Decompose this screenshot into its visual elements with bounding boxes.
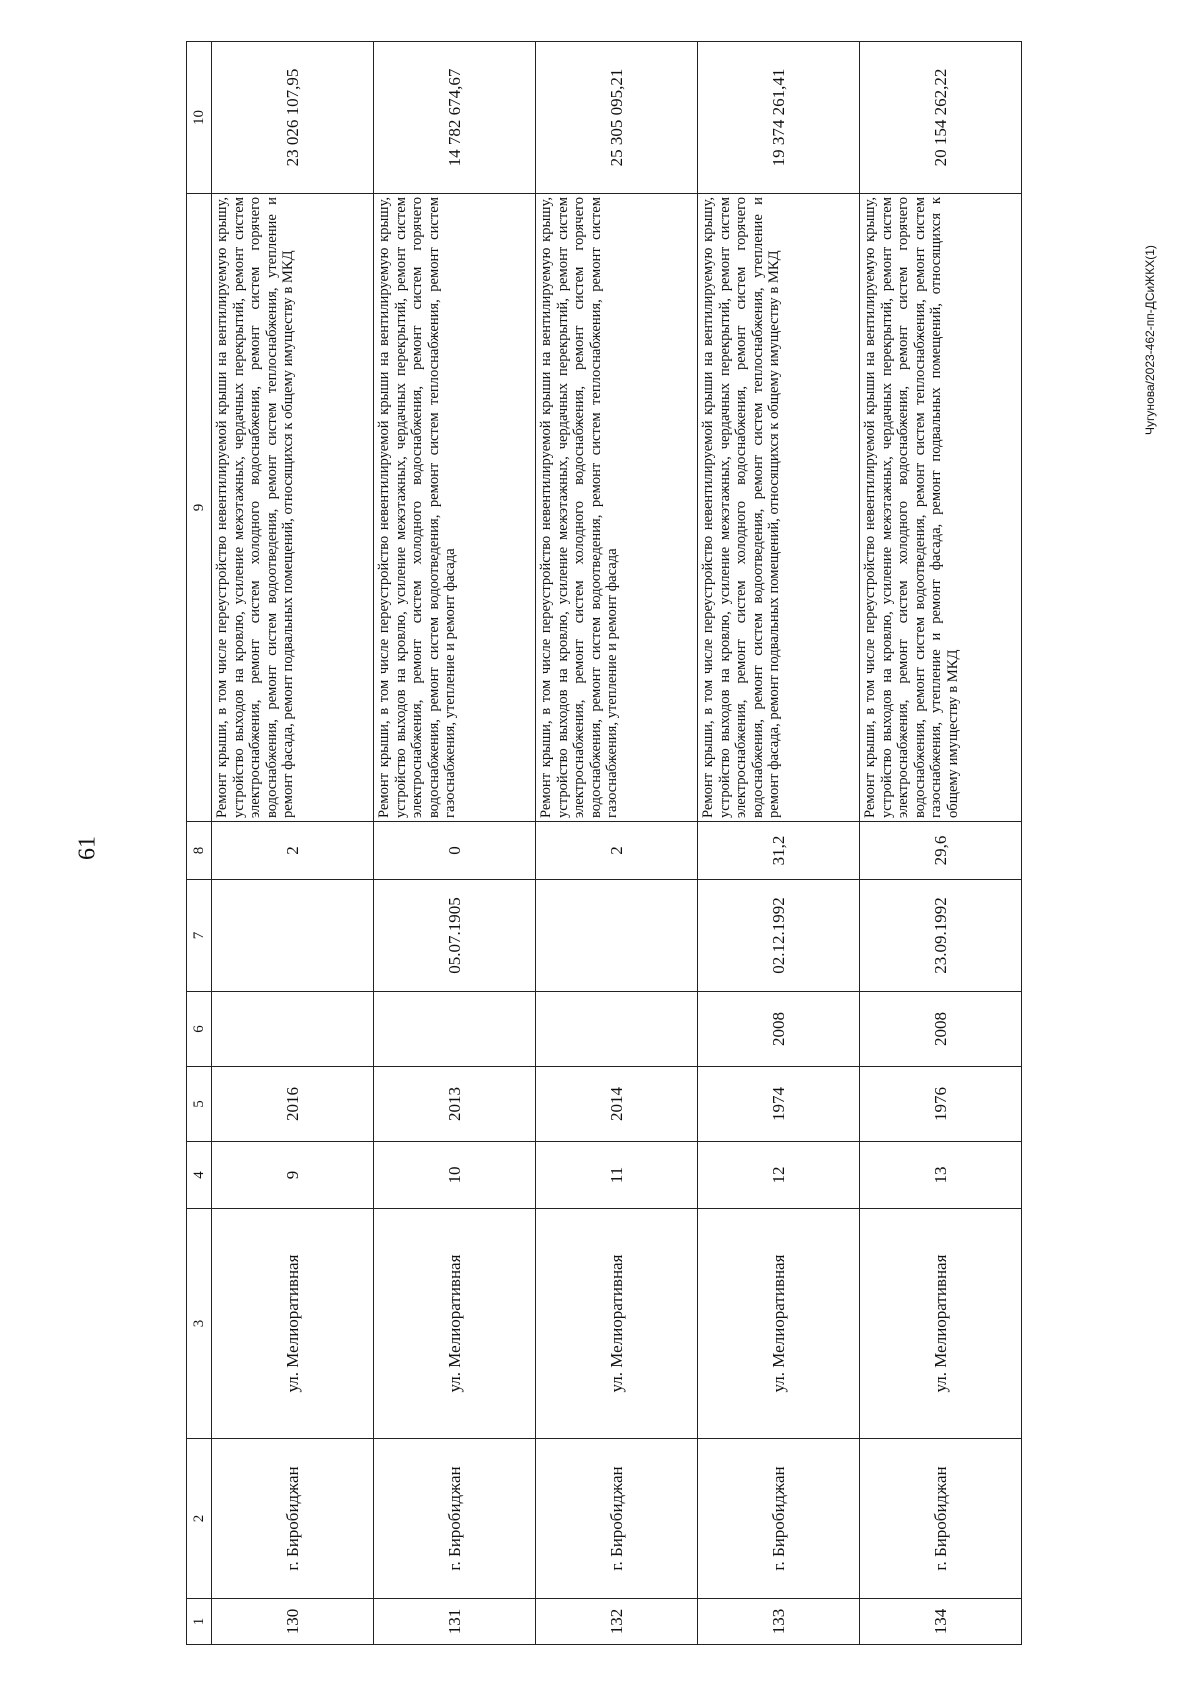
col6-cell bbox=[536, 992, 698, 1067]
column-number: 5 bbox=[187, 1067, 212, 1142]
city-cell: г. Биробиджан bbox=[212, 1439, 374, 1599]
col8-cell: 29,6 bbox=[860, 822, 1022, 880]
date-cell: 02.12.1992 bbox=[698, 880, 860, 992]
col6-cell bbox=[212, 992, 374, 1067]
column-number: 2 bbox=[187, 1439, 212, 1599]
work-description-cell: Ремонт крыши, в том числе переустройство невентилируемой крыши на вентилируемую крышу, устройство выходов на кровлю, усиление межэтажных, чердачных перекрытий, ремонт систем электроснабжения, ремонт систем холодного водоснабжения, ремонт систем горячего водоснабжения, ремонт систем водоотведения, ремонт систем теплоснабжения, ремонт систем газоснабжения, утепление и ремонт фасада, ремонт подвальных помещений, относящихся к общему имуществу в МКД bbox=[860, 194, 1022, 822]
work-description-cell: Ремонт крыши, в том числе переустройство невентилируемой крыши на вентилируемую крышу, устройство выходов на кровлю, усиление межэтажных, чердачных перекрытий, ремонт систем электроснабжения, ремонт систем холодного водоснабжения, ремонт систем горячего водоснабжения, ремонт систем водоотведения, ремонт систем теплоснабжения, утепление и ремонт фасада, ремонт подвальных помещений, относящихся к общему имуществу в МКД bbox=[212, 194, 374, 822]
city-cell: г. Биробиджан bbox=[698, 1439, 860, 1599]
city-cell: г. Биробиджан bbox=[860, 1439, 1022, 1599]
row-number: 131 bbox=[374, 1599, 536, 1645]
work-description-cell: Ремонт крыши, в том числе переустройство невентилируемой крыши на вентилируемую крышу, устройство выходов на кровлю, усиление межэтажных, чердачных перекрытий, ремонт систем электроснабжения, ремонт систем холодного водоснабжения, ремонт систем горячего водоснабжения, ремонт систем водоотведения, ремонт систем теплоснабжения, утепление и ремонт фасада, ремонт подвальных помещений, относящихся к общему имуществу в МКД bbox=[698, 194, 860, 822]
year-cell: 2016 bbox=[212, 1067, 374, 1142]
column-number: 1 bbox=[187, 1599, 212, 1645]
table-row bbox=[860, 42, 1022, 1645]
row-number: 133 bbox=[698, 1599, 860, 1645]
column-number-row bbox=[187, 42, 212, 1645]
column-number: 9 bbox=[187, 194, 212, 822]
street-cell: ул. Мелиоративная bbox=[212, 1209, 374, 1439]
col6-cell: 2008 bbox=[698, 992, 860, 1067]
repair-table bbox=[186, 41, 1022, 1645]
amount-cell: 14 782 674,67 bbox=[374, 42, 536, 194]
date-cell: 05.07.1905 bbox=[374, 880, 536, 992]
street-cell: ул. Мелиоративная bbox=[374, 1209, 536, 1439]
street-cell: ул. Мелиоративная bbox=[860, 1209, 1022, 1439]
col8-cell: 2 bbox=[212, 822, 374, 880]
street-cell: ул. Мелиоративная bbox=[698, 1209, 860, 1439]
date-cell bbox=[536, 880, 698, 992]
table-row bbox=[698, 42, 860, 1645]
page-number: 61 bbox=[74, 836, 101, 860]
amount-cell: 20 154 262,22 bbox=[860, 42, 1022, 194]
col8-cell: 0 bbox=[374, 822, 536, 880]
column-number: 6 bbox=[187, 992, 212, 1067]
work-description-cell: Ремонт крыши, в том числе переустройство невентилируемой крыши на вентилируемую крышу, устройство выходов на кровлю, усиление межэтажных, чердачных перекрытий, ремонт систем электроснабжения, ремонт систем холодного водоснабжения, ремонт систем горячего водоснабжения, ремонт систем водоотведения, ремонт систем теплоснабжения, ремонт систем газоснабжения, утепление и ремонт фасада bbox=[536, 194, 698, 822]
work-description-cell: Ремонт крыши, в том числе переустройство невентилируемой крыши на вентилируемую крышу, устройство выходов на кровлю, усиление межэтажных, чердачных перекрытий, ремонт систем электроснабжения, ремонт систем холодного водоснабжения, ремонт систем горячего водоснабжения, ремонт систем водоотведения, ремонт систем теплоснабжения, ремонт систем газоснабжения, утепление и ремонт фасада bbox=[374, 194, 536, 822]
row-number: 132 bbox=[536, 1599, 698, 1645]
amount-cell: 19 374 261,41 bbox=[698, 42, 860, 194]
column-number: 8 bbox=[187, 822, 212, 880]
house-cell: 13 bbox=[860, 1142, 1022, 1209]
city-cell: г. Биробиджан bbox=[536, 1439, 698, 1599]
document-code: Чугунова/2023-462-пп-ДСиЖКХ(1) bbox=[1143, 245, 1157, 435]
row-number: 130 bbox=[212, 1599, 374, 1645]
house-cell: 10 bbox=[374, 1142, 536, 1209]
city-cell: г. Биробиджан bbox=[374, 1439, 536, 1599]
street-cell: ул. Мелиоративная bbox=[536, 1209, 698, 1439]
column-number: 7 bbox=[187, 880, 212, 992]
year-cell: 1974 bbox=[698, 1067, 860, 1142]
col6-cell: 2008 bbox=[860, 992, 1022, 1067]
amount-cell: 23 026 107,95 bbox=[212, 42, 374, 194]
date-cell bbox=[212, 880, 374, 992]
year-cell: 2014 bbox=[536, 1067, 698, 1142]
year-cell: 1976 bbox=[860, 1067, 1022, 1142]
house-cell: 9 bbox=[212, 1142, 374, 1209]
amount-cell: 25 305 095,21 bbox=[536, 42, 698, 194]
year-cell: 2013 bbox=[374, 1067, 536, 1142]
table-row bbox=[374, 42, 536, 1645]
table-container bbox=[186, 42, 1113, 1645]
table-row bbox=[536, 42, 698, 1645]
column-number: 10 bbox=[187, 42, 212, 194]
col8-cell: 2 bbox=[536, 822, 698, 880]
house-cell: 11 bbox=[536, 1142, 698, 1209]
row-number: 134 bbox=[860, 1599, 1022, 1645]
house-cell: 12 bbox=[698, 1142, 860, 1209]
date-cell: 23.09.1992 bbox=[860, 880, 1022, 992]
col6-cell bbox=[374, 992, 536, 1067]
col8-cell: 31,2 bbox=[698, 822, 860, 880]
column-number: 3 bbox=[187, 1209, 212, 1439]
table-row bbox=[212, 42, 374, 1645]
column-number: 4 bbox=[187, 1142, 212, 1209]
